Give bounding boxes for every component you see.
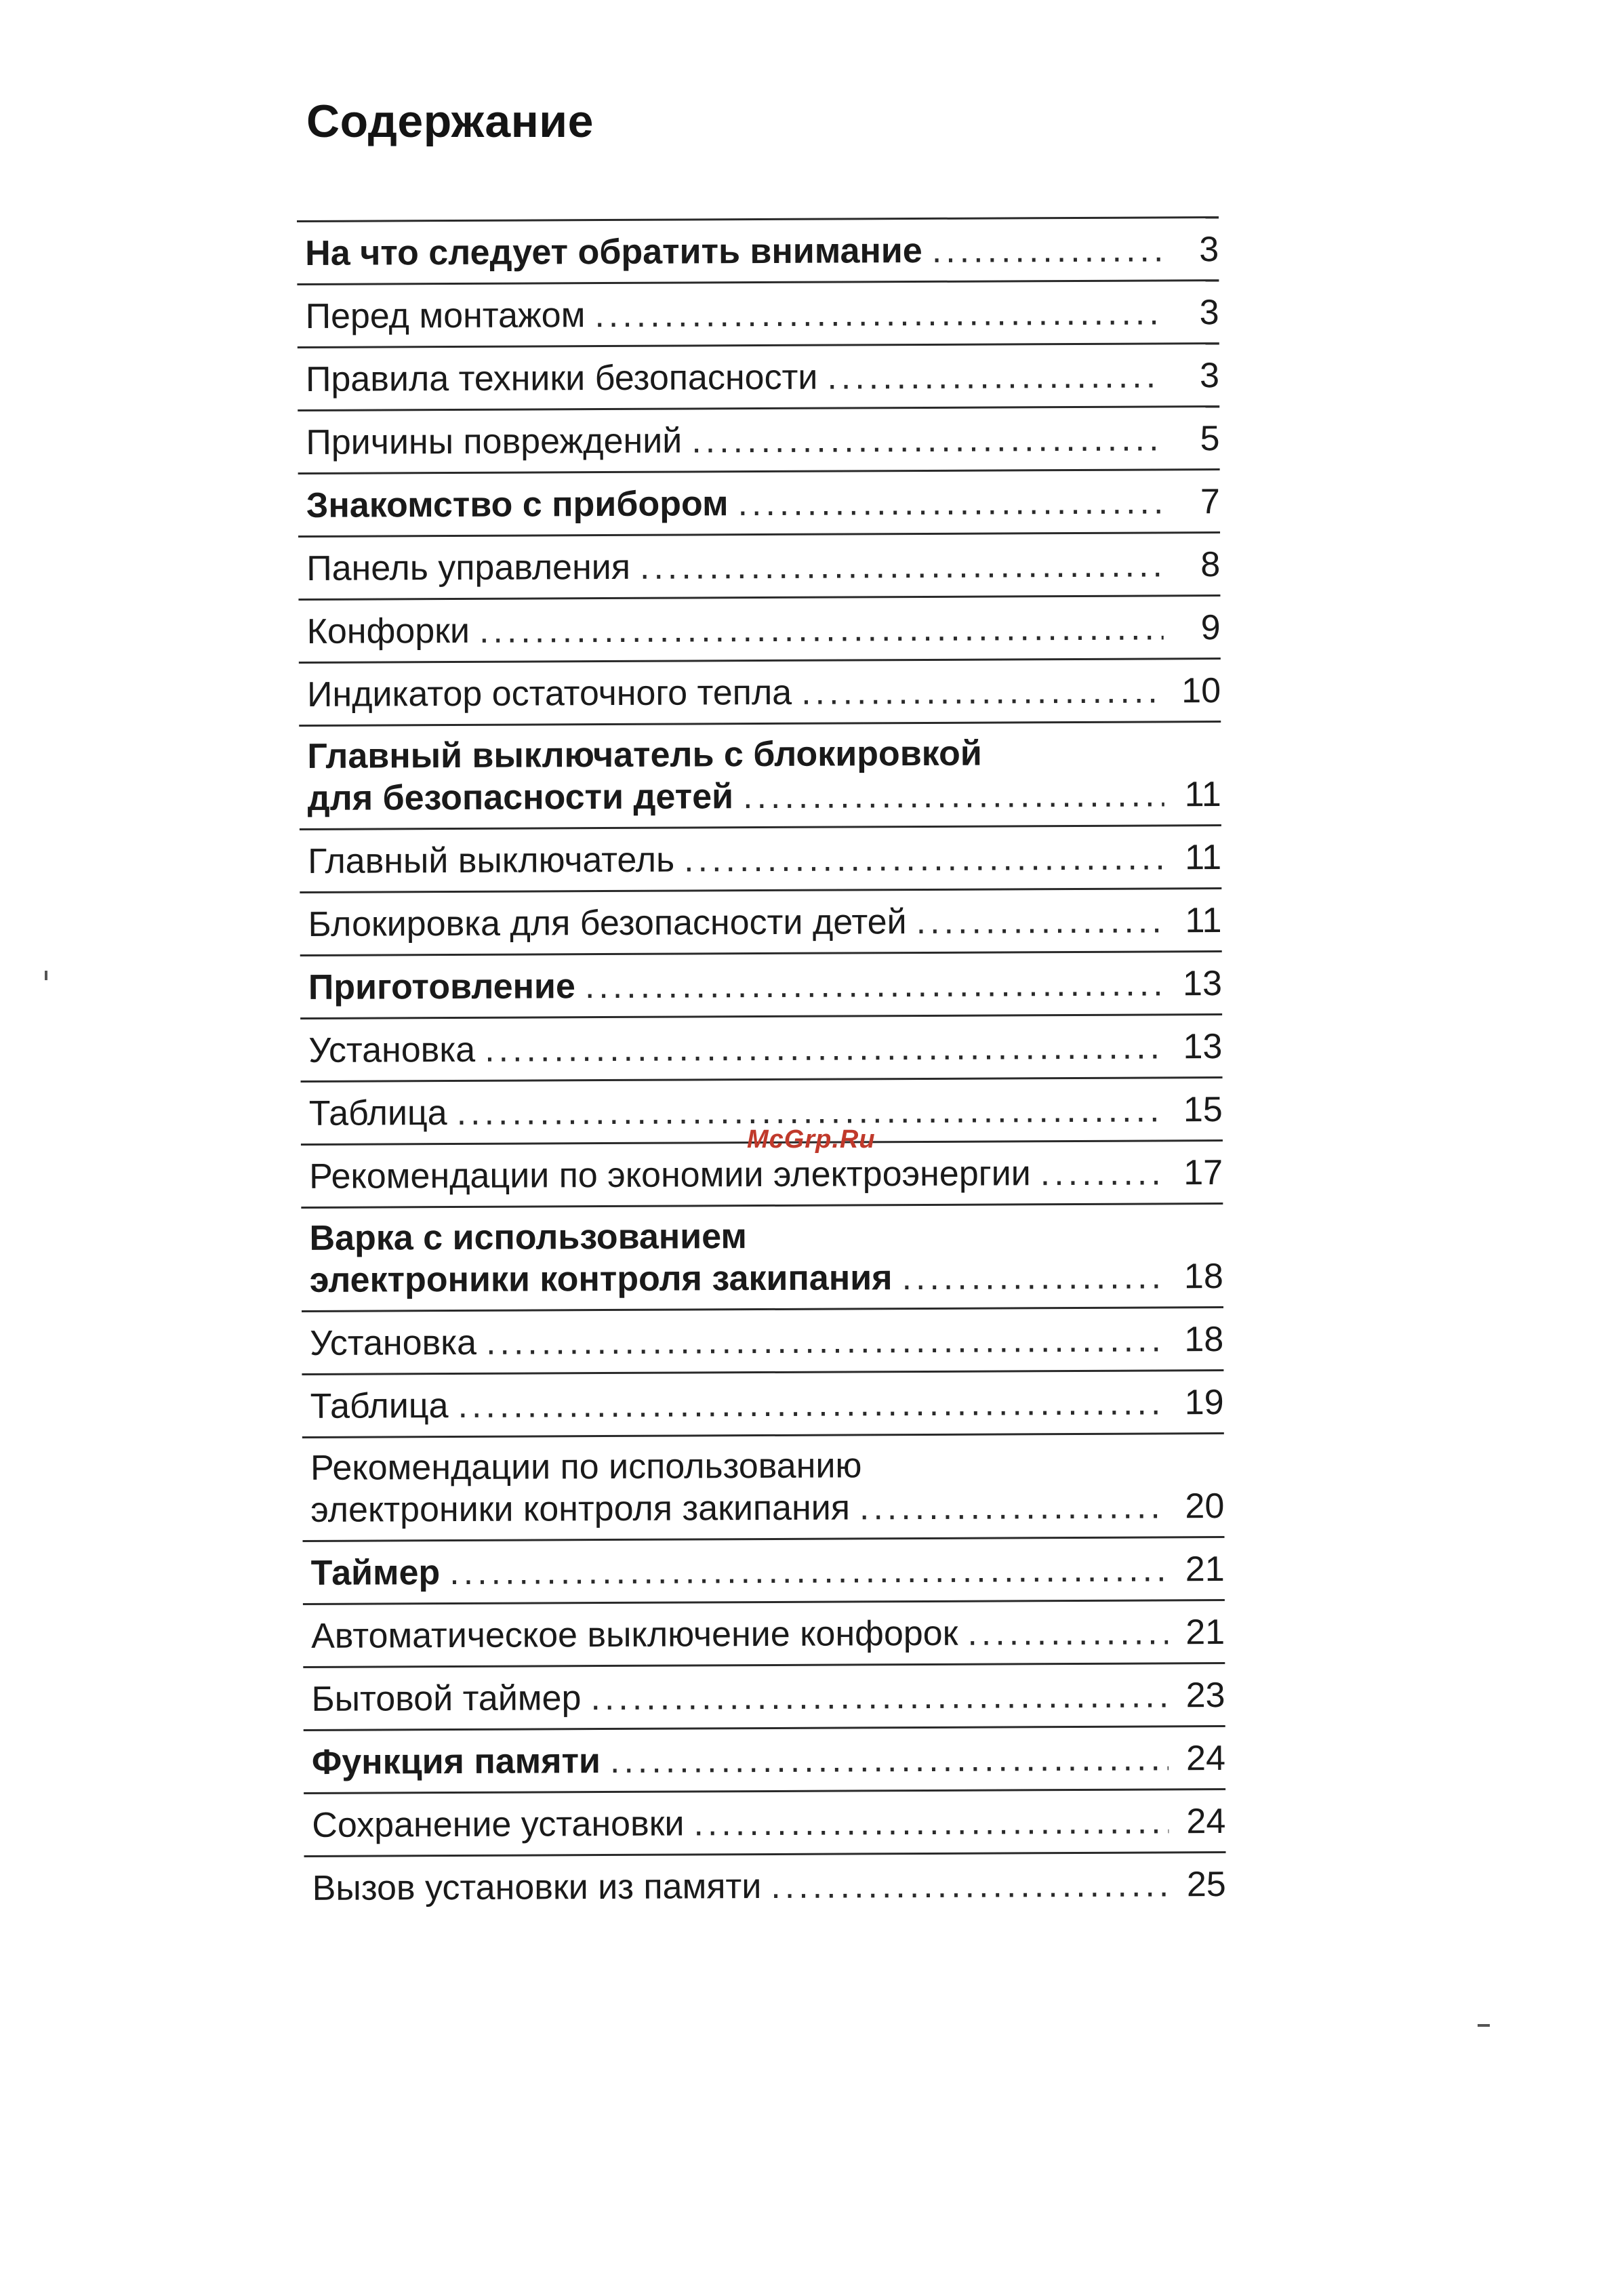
watermark: McGrp.Ru [747,1125,876,1154]
toc-entry[interactable] [298,468,1220,536]
toc-entry[interactable] [303,1662,1225,1729]
dot-leader [1040,1152,1166,1194]
toc-entry[interactable] [300,950,1222,1017]
dot-leader [458,1382,1166,1426]
scan-speck [1478,2024,1490,2027]
toc-entry[interactable] [302,1369,1223,1436]
dot-leader [967,1612,1168,1653]
toc-entry-label: Индикатор остаточного тепла [306,672,792,714]
dot-leader [449,1549,1168,1593]
toc-entry-page: 17 [1183,1153,1223,1193]
toc-entry-page: 9 [1200,608,1221,648]
toc-entry-page: 23 [1185,1676,1225,1716]
toc-entry-label: Автоматическое выключение конфорок [310,1613,958,1656]
toc-entry-label: Сохранение установки [312,1804,685,1845]
toc-entry-page: 21 [1185,1613,1225,1653]
toc-entry[interactable] [298,594,1220,662]
toc-entry[interactable] [297,216,1219,283]
toc-entry-label: Установка [308,1030,476,1070]
toc-entry-label: Главный выключатель [308,840,675,881]
toc-entry-page: 19 [1184,1383,1224,1423]
toc-entry-label: Вызов установки из памяти [312,1867,762,1908]
toc-entry-page: 25 [1186,1865,1226,1905]
toc-entry-label: электроники контроля закипания [310,1488,851,1530]
dot-leader [693,1801,1169,1844]
toc-entry-label: Таймер [310,1553,441,1593]
toc-entry[interactable] [297,279,1219,346]
toc-entry-page: 24 [1185,1739,1226,1779]
toc-entry-label: электроники контроля закипания [309,1258,893,1300]
toc-entry-label-line1: Варка с использованием [309,1217,748,1258]
toc-entry-page: 13 [1183,1027,1223,1067]
toc-entry-page: 13 [1182,964,1223,1004]
dot-leader [932,229,1162,270]
dot-leader [590,1675,1168,1718]
toc-entry[interactable] [298,342,1219,409]
toc-entry-page: 3 [1199,356,1220,396]
dot-leader [691,418,1162,461]
toc-entry-label: Панель управления [306,547,631,588]
toc-entry-label: для безопасности детей [307,777,734,818]
toc-entry-page: 18 [1184,1320,1224,1360]
toc-entry[interactable] [298,405,1219,472]
toc-entry-page: 15 [1183,1090,1223,1130]
toc-entry-page: 20 [1185,1487,1225,1527]
dot-leader [485,1026,1165,1070]
dot-leader [859,1486,1168,1528]
dot-leader [684,837,1164,880]
dot-leader [827,355,1162,397]
toc-entry-page: 24 [1186,1802,1226,1842]
toc-entry[interactable] [304,1851,1226,1918]
toc-entry-label: Блокировка для безопасности детей [308,902,907,944]
toc-entry[interactable] [300,1013,1222,1080]
toc-entry[interactable] [302,1536,1224,1603]
toc-entry-label-line1: Рекомендации по использованию [310,1446,862,1488]
toc-entry-page: 18 [1183,1257,1223,1297]
toc-entry[interactable] [301,1203,1223,1310]
toc-entry-label: Функция памяти [311,1741,601,1782]
toc-entry-page: 10 [1181,671,1221,711]
toc-entry-label: Конфорки [306,611,470,651]
toc-entry[interactable] [302,1432,1225,1540]
toc-entry-label: Правила техники безопасности [305,357,818,399]
toc-entry-page: 21 [1185,1550,1225,1590]
toc-entry-label-line1: Главный выключатель с блокировкой [307,733,982,776]
toc-entry[interactable] [303,1599,1225,1666]
toc-entry-page: 3 [1199,293,1219,333]
dot-leader [479,607,1164,651]
dot-leader [585,963,1165,1007]
toc-entry[interactable] [300,824,1221,891]
toc-entry-label: Перед монтажом [305,296,586,336]
toc-entry-label: Рекомендации по экономии электроэнергии [309,1154,1031,1196]
page-title: Содержание [306,96,594,147]
dot-leader [486,1319,1166,1362]
scan-speck [45,971,47,980]
dot-leader [801,670,1164,712]
toc-entry[interactable] [299,658,1221,725]
toc-entry-page: 7 [1200,482,1220,522]
dot-leader [594,292,1162,336]
dot-leader [737,481,1163,524]
dot-leader [640,544,1164,587]
toc-entry[interactable] [302,1306,1223,1373]
toc-entry[interactable] [304,1725,1225,1792]
toc-entry-label: Таблица [308,1093,447,1133]
dot-leader [743,774,1164,817]
toc-entry[interactable] [299,721,1221,828]
toc-entry-label: Установка [310,1322,477,1363]
toc-entry-label: Приготовление [308,967,575,1007]
toc-entry-page: 11 [1185,901,1222,941]
dot-leader [901,1256,1166,1298]
toc-entry-page: 11 [1185,838,1222,878]
toc-entry-label: На что следует обратить внимание [305,230,922,273]
dot-leader [610,1738,1169,1781]
toc-entry-page: 11 [1184,775,1221,815]
toc-entry-page: 5 [1200,419,1220,459]
toc-entry-label: Бытовой таймер [311,1678,582,1719]
toc-entry-page: 3 [1199,230,1219,270]
toc-entry-page: 8 [1200,545,1221,585]
toc-entry-label: Таблица [310,1386,449,1426]
dot-leader [771,1864,1169,1907]
dot-leader [916,900,1165,942]
toc-entry[interactable] [304,1788,1225,1855]
toc-entry[interactable] [300,887,1221,954]
toc-entry-label: Причины повреждений [306,421,683,462]
table-of-contents [297,216,1226,1918]
toc-entry-label: Знакомство с прибором [306,484,729,525]
toc-entry[interactable] [298,531,1220,599]
